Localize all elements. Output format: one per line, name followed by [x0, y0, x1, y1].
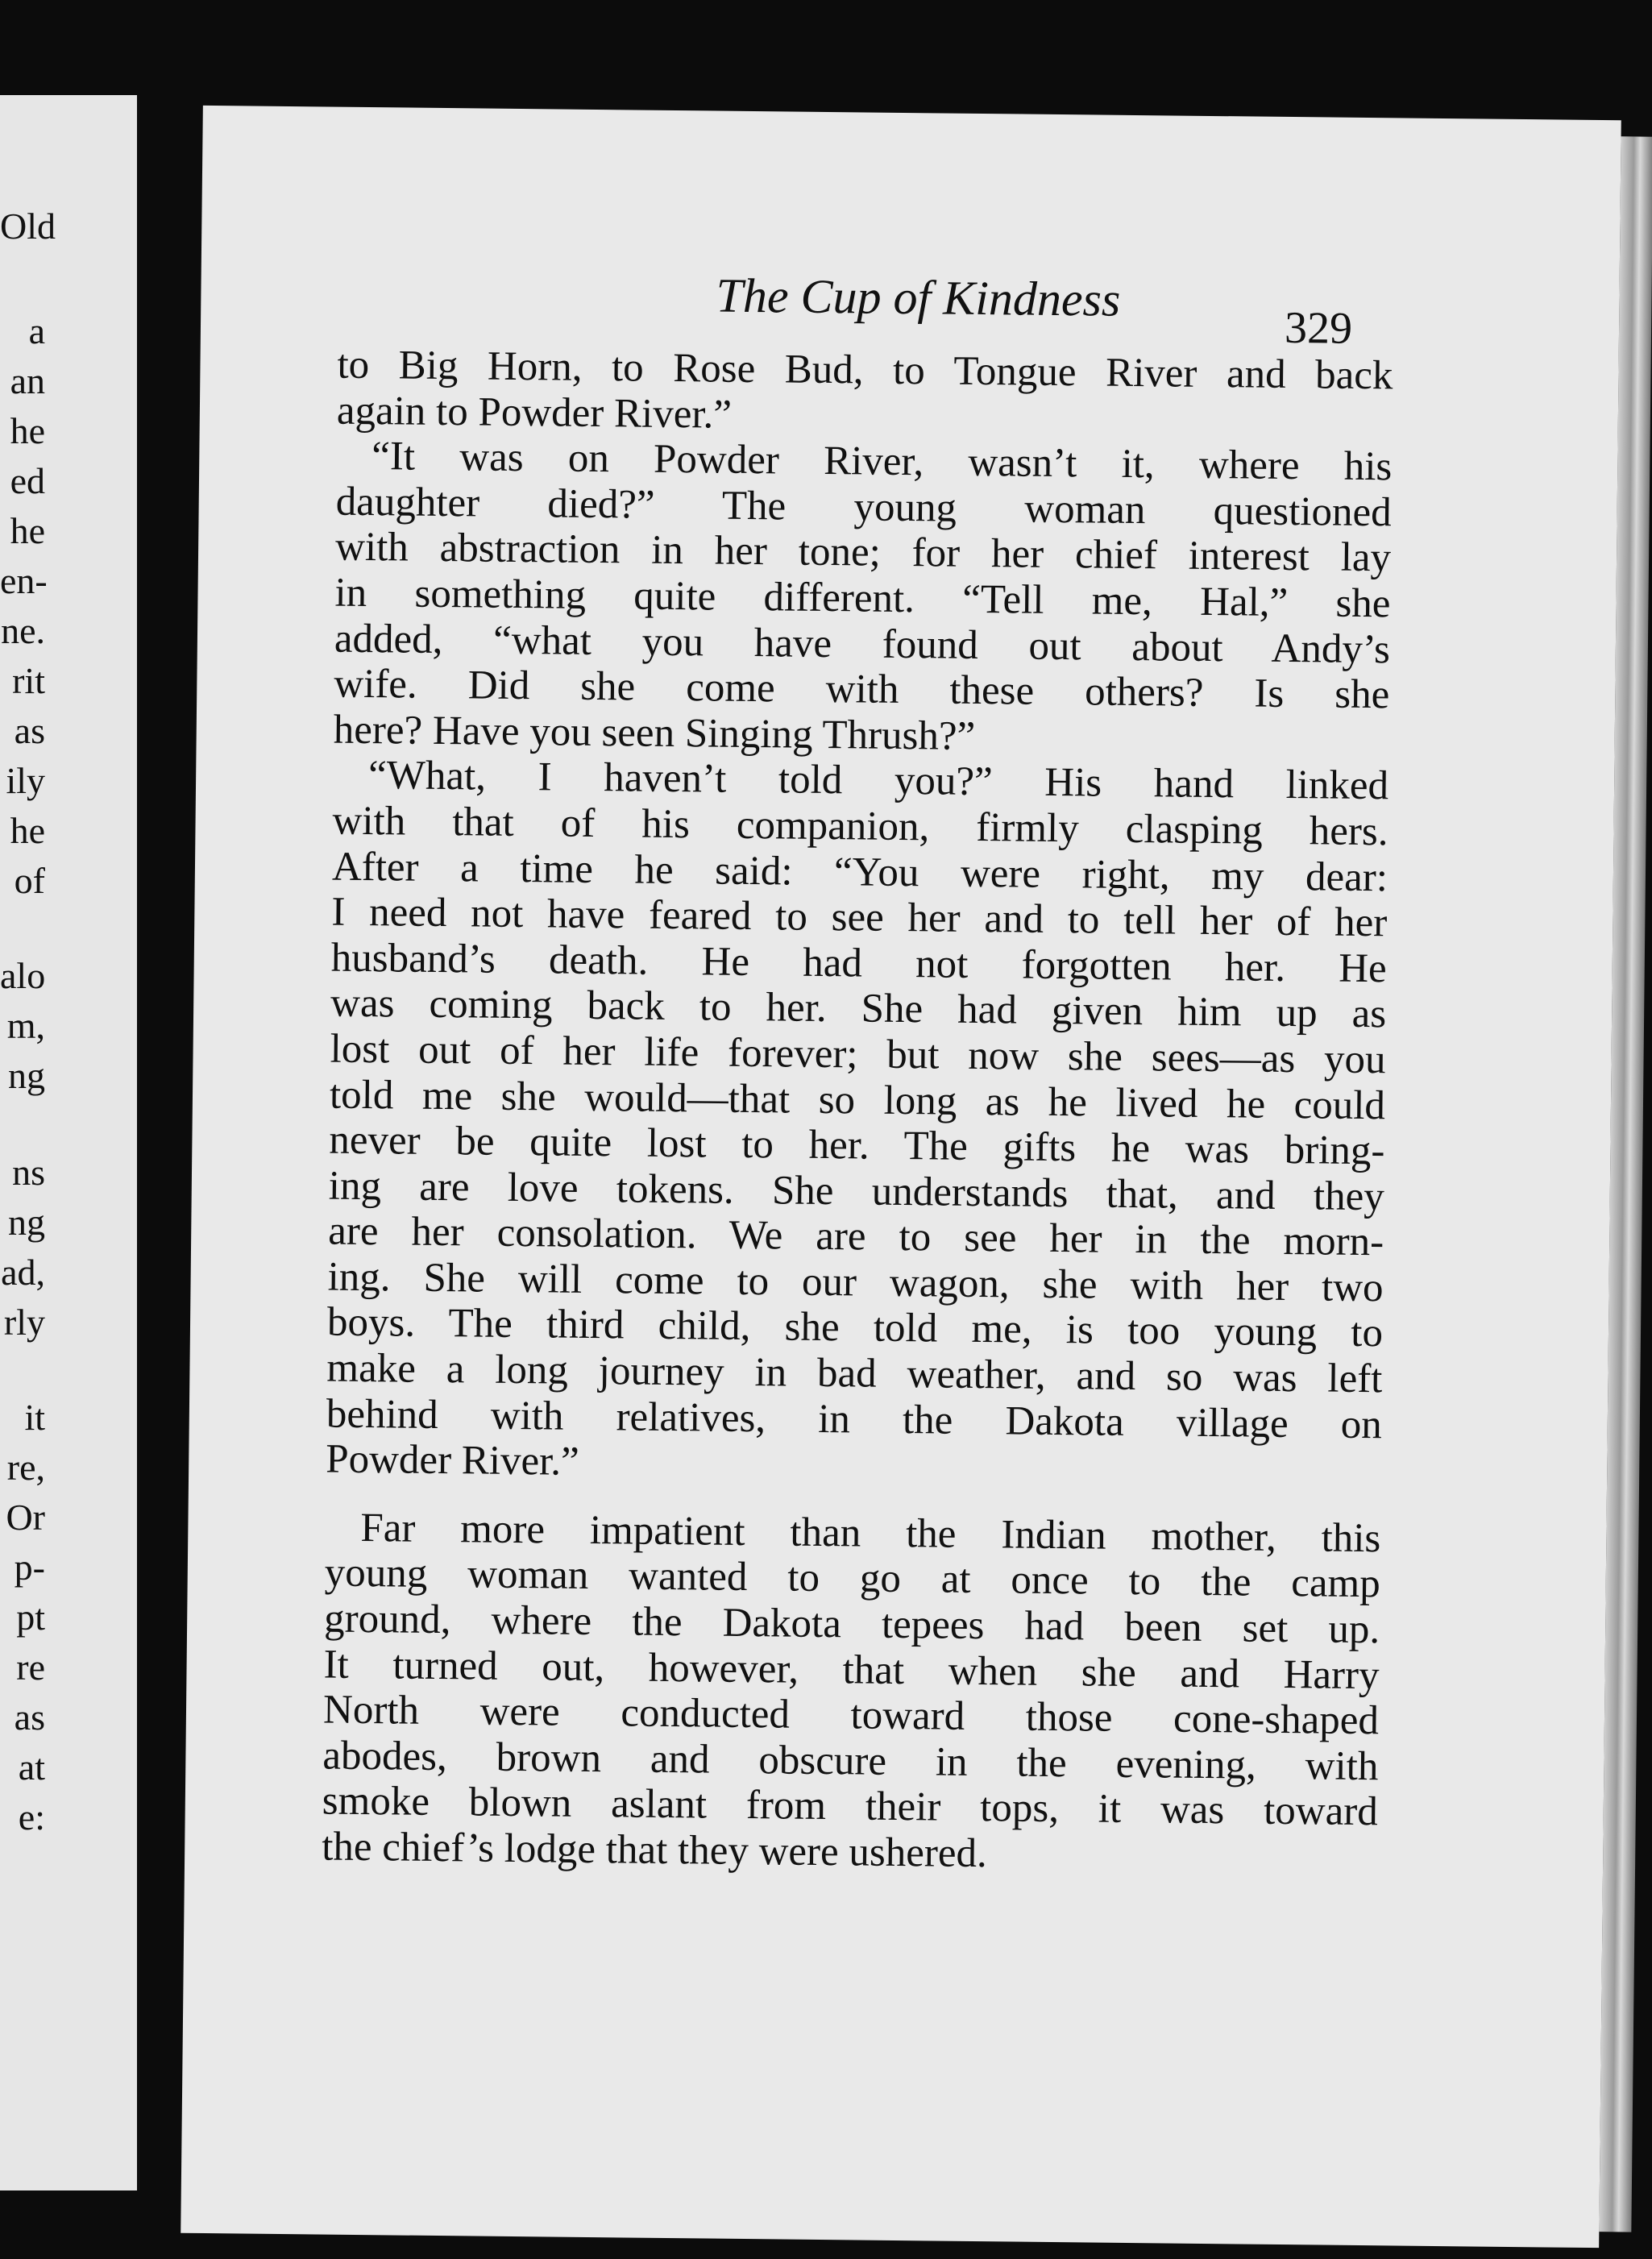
left-page-fragment: he: [10, 810, 45, 851]
text-line: to Big Horn, to Rose Bud, to Tongue River and back: [337, 342, 1393, 399]
left-page-fragment: rly: [3, 1302, 45, 1343]
text-line: told me she would—that so long as he lived he could: [329, 1072, 1386, 1128]
left-page-fragment: ng: [8, 1055, 45, 1096]
left-page-fragment: alo: [0, 955, 46, 996]
text-line: boys. The third child, she told me, is too young to: [326, 1300, 1384, 1356]
left-page-fragment: ne.: [1, 610, 45, 651]
left-page-fragment: m,: [6, 1005, 45, 1046]
left-page-fragment: ad,: [1, 1252, 45, 1293]
left-page-fragment: Old: [0, 206, 56, 247]
text-line: with that of his companion, firmly clasping hers.: [332, 798, 1388, 855]
text-line: ground, where the Dakota tepees had been set up.: [323, 1596, 1380, 1653]
paragraph: [322, 1505, 1381, 1880]
text-line: North were conducted toward those cone-shaped: [322, 1687, 1380, 1744]
text-line: After a time he said: “You were right, my dear:: [331, 844, 1388, 900]
text-line: ing are love tokens. She understands that, and they: [328, 1163, 1385, 1219]
text-line: abodes, brown and obscure in the evening, with: [322, 1733, 1379, 1790]
text-line: ing. She will come to our wagon, she with her two: [327, 1254, 1384, 1311]
left-page-fragment: Or: [6, 1497, 45, 1538]
body-text: [322, 343, 1393, 1881]
left-page-fragment: re,: [6, 1447, 45, 1488]
left-page-fragment: as: [14, 1696, 45, 1738]
text-line: smoke blown aslant from their tops, it was toward: [322, 1778, 1379, 1835]
text-line: young woman wanted to go at once to the camp: [324, 1550, 1381, 1607]
text-line: Powder River.”: [325, 1436, 580, 1485]
left-page-fragment: he: [10, 410, 45, 451]
left-page-fragment: pt: [16, 1597, 45, 1638]
text-line: the chief’s lodge that they were ushered.: [321, 1824, 988, 1877]
page-number: 329: [1284, 302, 1353, 354]
text-line: here? Have you seen Singing Thrush?”: [333, 707, 976, 759]
text-line: Far more impatient than the Indian mother, this: [360, 1505, 1381, 1562]
left-page-fragment: ed: [10, 460, 45, 501]
running-head: The Cup of Kindness: [716, 268, 1121, 326]
left-page-fragment: he: [10, 510, 45, 551]
left-page-fragment: ng: [8, 1202, 45, 1243]
text-line: I need not have feared to see her and to tell her of her: [331, 889, 1388, 946]
left-page-fragment: rit: [12, 660, 45, 701]
text-line: make a long journey in bad weather, and so was left: [326, 1345, 1383, 1402]
text-line: added, “what you have found out about Andy’s: [334, 616, 1391, 672]
text-line: lost out of her life forever; but now she sees—as you: [330, 1026, 1386, 1083]
text-line: again to Powder River.”: [336, 388, 733, 438]
left-page-fragment: ily: [6, 760, 45, 801]
page-edge: [1599, 136, 1652, 2232]
text-line: in something quite different. “Tell me, Hal,” she: [334, 570, 1391, 627]
text-line: behind with relatives, in the Dakota village on: [326, 1391, 1383, 1447]
left-page-fragment: ns: [12, 1152, 45, 1193]
left-page-fragment: a: [28, 310, 45, 351]
left-page-fragment: as: [14, 710, 45, 751]
left-page-fragment: at: [18, 1746, 45, 1788]
text-line: husband’s death. He had not forgotten her. He: [330, 935, 1388, 992]
paragraph: [326, 753, 1388, 1493]
left-page-fragment: an: [10, 360, 45, 401]
left-page-fragment: it: [24, 1397, 45, 1438]
text-line: wife. Did she come with these others? Is she: [334, 661, 1390, 718]
text-line: was coming back to her. She had given him up as: [330, 980, 1387, 1037]
paragraph: [333, 434, 1392, 764]
left-page-fragment: of: [14, 860, 45, 901]
left-page-fragment: re: [16, 1646, 45, 1688]
text-line: “It was on Powder River, wasn’t it, where his: [371, 434, 1393, 490]
left-page: [0, 95, 137, 2190]
text-line: “What, I haven’t told you?” His hand linked: [367, 753, 1389, 809]
text-line: are her consolation. We are to see her in the morn-: [327, 1208, 1384, 1265]
paragraph: [337, 343, 1393, 445]
left-page-fragment: en-: [0, 560, 48, 601]
text-line: It turned out, however, that when she and Harry: [323, 1642, 1380, 1698]
text-line: never be quite lost to her. The gifts he was bring-: [329, 1117, 1385, 1174]
text-line: daughter died?” The young woman questioned: [335, 479, 1392, 536]
right-page: [181, 106, 1621, 2248]
text-line: with abstraction in her tone; for her chief interest lay: [334, 524, 1392, 581]
left-page-fragment: e:: [18, 1796, 45, 1838]
left-page-fragment: p-: [14, 1547, 45, 1588]
